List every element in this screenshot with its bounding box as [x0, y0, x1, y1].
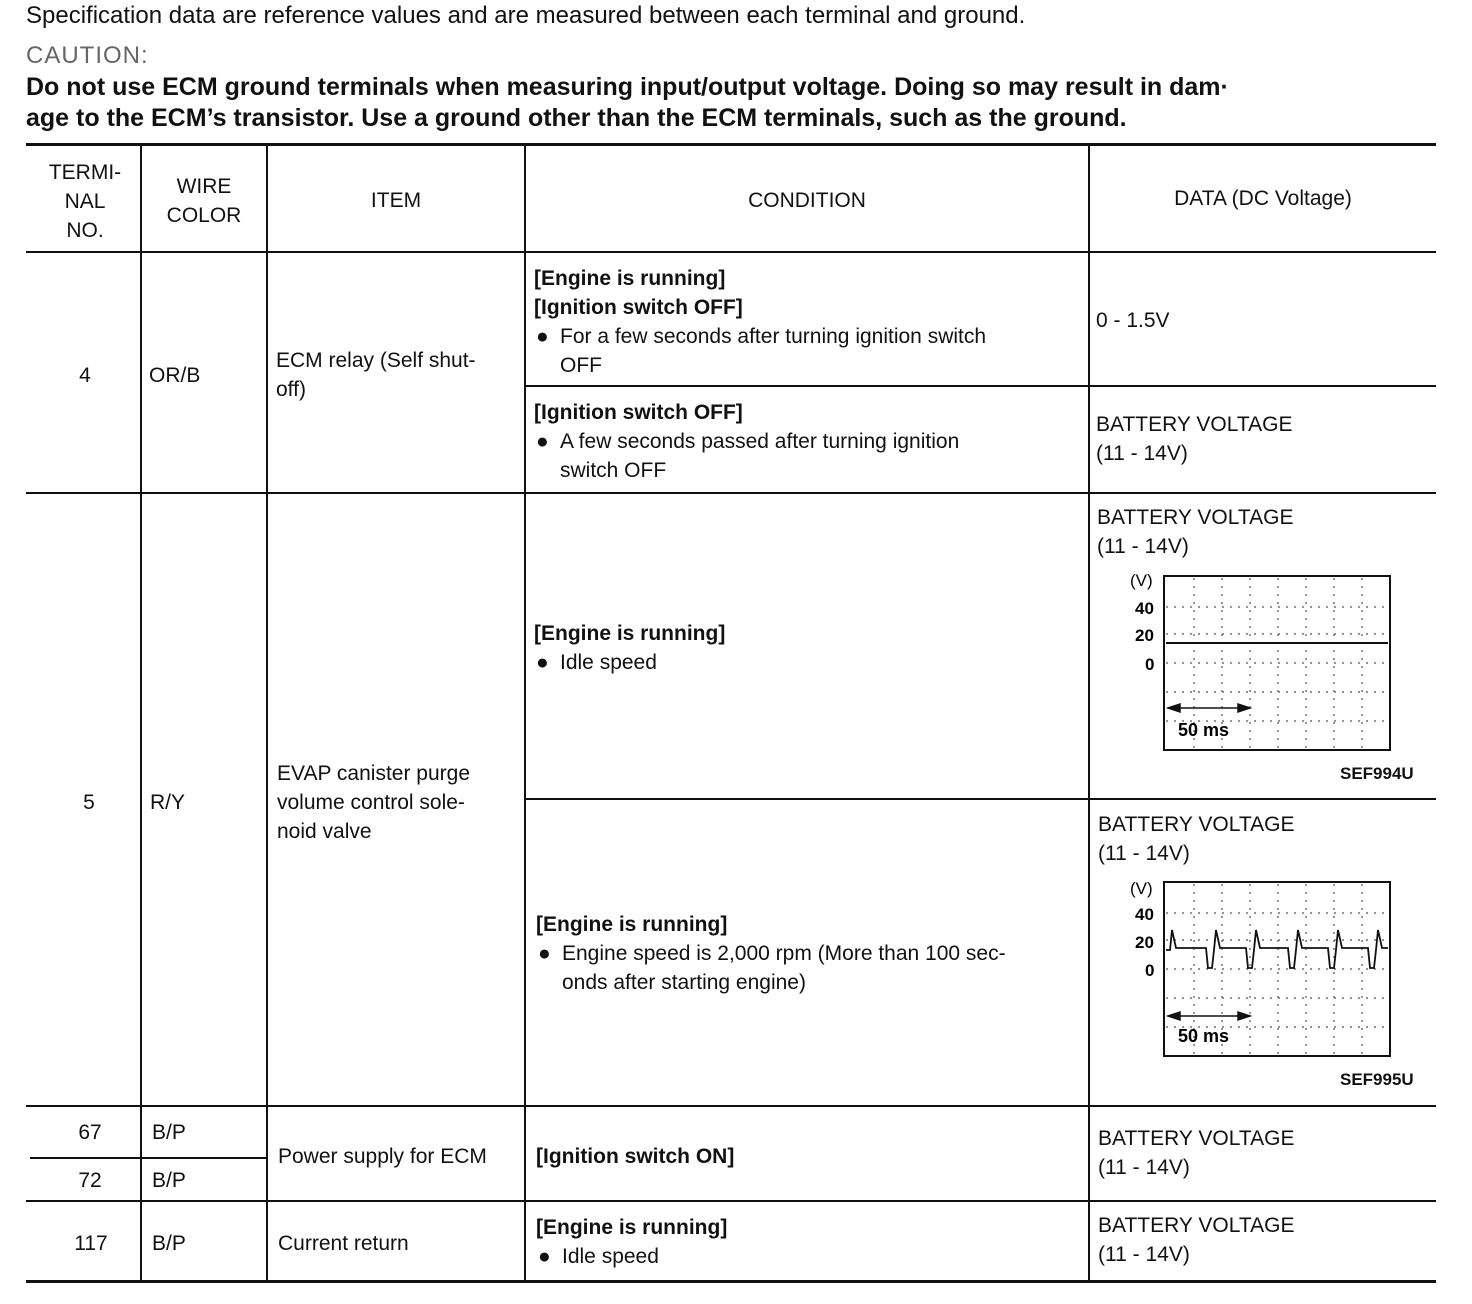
row-4-bottom-border — [26, 492, 1436, 494]
bullet-icon: ● — [538, 1245, 551, 1268]
condition-state: [Ignition switch OFF] — [534, 296, 743, 319]
header-data: DATA (DC Voltage) — [1174, 187, 1352, 210]
header-terminal-line: NAL — [64, 190, 106, 213]
wire-color: R/Y — [150, 791, 186, 814]
condition-state: [Engine is running] — [536, 913, 728, 936]
scope-tick-label: 20 — [1135, 933, 1154, 952]
caution-line-2: age to the ECM’s transistor. Use a ground other than the ECM terminals, such as the ground. — [26, 104, 1127, 132]
condition-5a — [534, 619, 1084, 677]
row-67-72-split — [30, 1157, 268, 1159]
item-line: noid valve — [277, 820, 372, 843]
data-line: BATTERY VOLTAGE — [1098, 1214, 1295, 1237]
scope-svg — [1110, 872, 1400, 1062]
header-terminal-line: NO. — [66, 219, 104, 242]
scope-tick-label: 0 — [1145, 655, 1155, 674]
scope-tick-label: 0 — [1145, 961, 1155, 980]
data-line: (11 - 14V) — [1098, 1156, 1190, 1179]
bullet-line: Engine speed is 2,000 rpm (More than 100 sec- — [562, 942, 1006, 965]
col-divider-1 — [140, 145, 142, 1282]
bullet-line: switch OFF — [560, 459, 667, 482]
data-line: (11 - 14V) — [1097, 535, 1189, 558]
bullet-icon: ● — [536, 430, 549, 453]
caution-line-1: Do not use ECM ground terminals when measuring input/output voltage. Doing so may result in dam· — [26, 73, 1229, 101]
caution-label: CAUTION: — [26, 42, 149, 69]
item-ecm-relay — [276, 346, 521, 404]
oscilloscope-idle — [1110, 566, 1400, 761]
bullet-icon: ● — [536, 651, 549, 674]
terminal-number: 72 — [78, 1169, 102, 1192]
header-terminal-line: TERMI- — [48, 161, 122, 184]
col-divider-4 — [1088, 145, 1090, 1282]
row-5-split — [524, 798, 1436, 800]
terminal-number: 117 — [74, 1232, 108, 1255]
caution-text — [26, 72, 1436, 134]
condition-4a — [534, 264, 1084, 380]
header-terminal — [30, 158, 140, 245]
scope-waveform — [1166, 930, 1388, 968]
item-line: ECM relay (Self shut- — [276, 349, 476, 372]
condition-bullet — [534, 648, 1084, 677]
condition-4b — [534, 398, 1084, 485]
time-marker-icon — [1168, 1012, 1250, 1020]
scope-unit-label: (V) — [1130, 879, 1153, 898]
condition-bullet — [534, 322, 1084, 380]
figure-code: SEF995U — [1340, 1070, 1414, 1089]
data-line: BATTERY VOLTAGE — [1098, 813, 1295, 836]
wire-color: B/P — [152, 1232, 186, 1255]
item-line: EVAP canister purge — [277, 762, 470, 785]
condition-state: [Engine is running] — [534, 622, 726, 645]
data-line: (11 - 14V) — [1098, 842, 1190, 865]
data-5b — [1098, 810, 1294, 868]
scope-tick-label: 40 — [1135, 905, 1154, 924]
bullet-line: Idle speed — [560, 651, 657, 674]
terminal-number: 5 — [83, 791, 95, 814]
terminal-number: 4 — [79, 364, 91, 387]
table-top-border — [26, 143, 1436, 146]
header-wire-line: COLOR — [166, 204, 242, 227]
condition-117 — [536, 1213, 1086, 1271]
condition-5b — [536, 910, 1086, 997]
condition-state: [Engine is running] — [536, 1216, 728, 1239]
item-line: off) — [276, 378, 306, 401]
bullet-icon: ● — [538, 942, 551, 965]
data-line: BATTERY VOLTAGE — [1097, 506, 1294, 529]
wire-color: B/P — [152, 1169, 186, 1192]
intro-text: Specification data are reference values and are measured between each terminal and ground. — [26, 2, 1026, 29]
table-bottom-border — [26, 1280, 1436, 1283]
data-5a — [1097, 503, 1293, 561]
bullet-line: A few seconds passed after turning ignition — [560, 430, 960, 453]
scope-tick-label: 20 — [1135, 626, 1154, 645]
col-divider-2 — [266, 145, 268, 1282]
bullet-line: OFF — [560, 354, 602, 377]
scope-unit-label: (V) — [1130, 571, 1153, 590]
bullet-line: Idle speed — [562, 1245, 659, 1268]
data-4a: 0 - 1.5V — [1096, 309, 1170, 332]
col-divider-3 — [524, 145, 526, 1282]
scope-time-label: 50 ms — [1178, 1026, 1230, 1046]
header-bottom-border — [26, 251, 1436, 253]
bullet-line: onds after starting engine) — [562, 971, 806, 994]
data-line: (11 - 14V) — [1098, 1243, 1190, 1266]
row-67-bottom-border — [26, 1200, 1436, 1202]
data-117 — [1098, 1211, 1294, 1269]
data-4b — [1096, 410, 1292, 468]
row-5-bottom-border — [26, 1105, 1436, 1107]
condition-bullet — [536, 1242, 1086, 1271]
header-condition: CONDITION — [748, 189, 866, 212]
wire-color: B/P — [152, 1121, 186, 1144]
bullet-icon: ● — [536, 325, 549, 348]
item-evap-valve — [277, 759, 522, 846]
scope-tick-label: 40 — [1135, 599, 1154, 618]
item-line: volume control sole- — [277, 791, 465, 814]
data-line: BATTERY VOLTAGE — [1096, 413, 1293, 436]
bullet-line: For a few seconds after turning ignition switch — [560, 325, 987, 348]
item-power-supply: Power supply for ECM — [278, 1145, 487, 1168]
time-marker-icon — [1168, 704, 1250, 712]
header-item: ITEM — [370, 189, 422, 212]
condition-bullet — [536, 939, 1086, 997]
header-wire-color — [142, 172, 266, 230]
figure-code: SEF994U — [1340, 764, 1414, 783]
data-line: BATTERY VOLTAGE — [1098, 1127, 1295, 1150]
item-current-return: Current return — [278, 1232, 409, 1255]
scope-time-label: 50 ms — [1178, 720, 1230, 740]
condition-state: [Ignition switch OFF] — [534, 401, 743, 424]
oscilloscope-2000rpm — [1110, 872, 1400, 1067]
data-67-72 — [1098, 1124, 1294, 1182]
condition-state: [Engine is running] — [534, 267, 726, 290]
row-4-split — [524, 385, 1436, 387]
condition-bullet — [534, 427, 1084, 485]
condition-ignition-on: [Ignition switch ON] — [536, 1145, 735, 1168]
header-wire-line: WIRE — [176, 175, 232, 198]
terminal-number: 67 — [78, 1121, 102, 1144]
wire-color: OR/B — [149, 364, 201, 387]
data-line: (11 - 14V) — [1096, 442, 1188, 465]
scope-svg — [1110, 566, 1400, 756]
